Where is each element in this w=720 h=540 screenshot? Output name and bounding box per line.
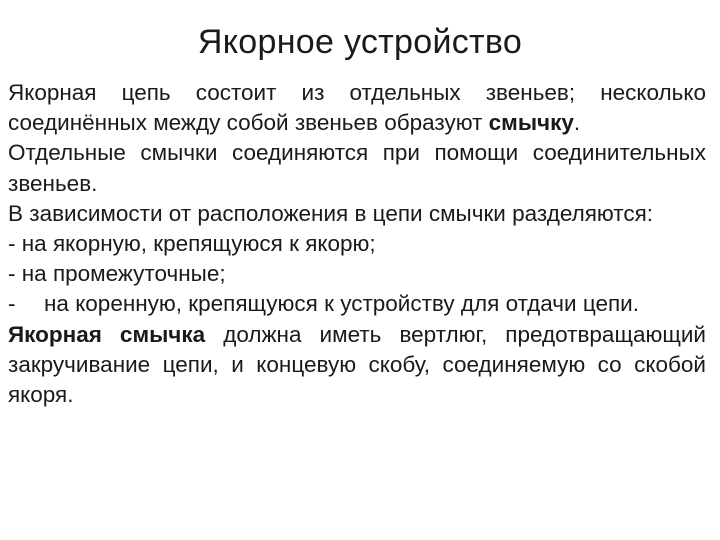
bullet-text: на якорную, крепящуюся к якорю; [21, 231, 376, 257]
paragraph-tail: . [573, 110, 581, 136]
bullet-dash: - [8, 261, 22, 287]
bullet-text: на коренную, крепящуюся к устройству для отдачи цепи. [44, 291, 639, 317]
paragraph-classification: В зависимости от расположения в цепи смычки разделяются: [8, 200, 654, 226]
slide-body [8, 78, 706, 410]
bullet-text: на промежуточные; [21, 261, 226, 287]
term-shackle: смычку [488, 110, 574, 136]
bullet-dash: - [8, 291, 16, 317]
term-anchor-shackle: Якорная смычка [8, 321, 206, 347]
paragraph-anchor-chain [8, 78, 706, 138]
list-item-anchor [8, 229, 706, 259]
paragraph-text: Якорная цепь состоит из отдельных звеньев; несколько соединённых между собой звеньев образуют [8, 80, 706, 136]
slide-title: Якорное устройство [197, 23, 523, 61]
paragraph-swivel [8, 320, 706, 411]
list-item-intermediate [8, 259, 706, 289]
paragraph-text: должна иметь вертлюг, предотвращающий закручивание цепи, и концевую скобу, соединяемую со скобой якоря. [8, 321, 706, 408]
list-item-root [8, 289, 706, 319]
paragraph-joining: Отдельные смычки соединяются при помощи соединительных звеньев. [8, 140, 706, 196]
bullet-dash: - [8, 231, 22, 257]
